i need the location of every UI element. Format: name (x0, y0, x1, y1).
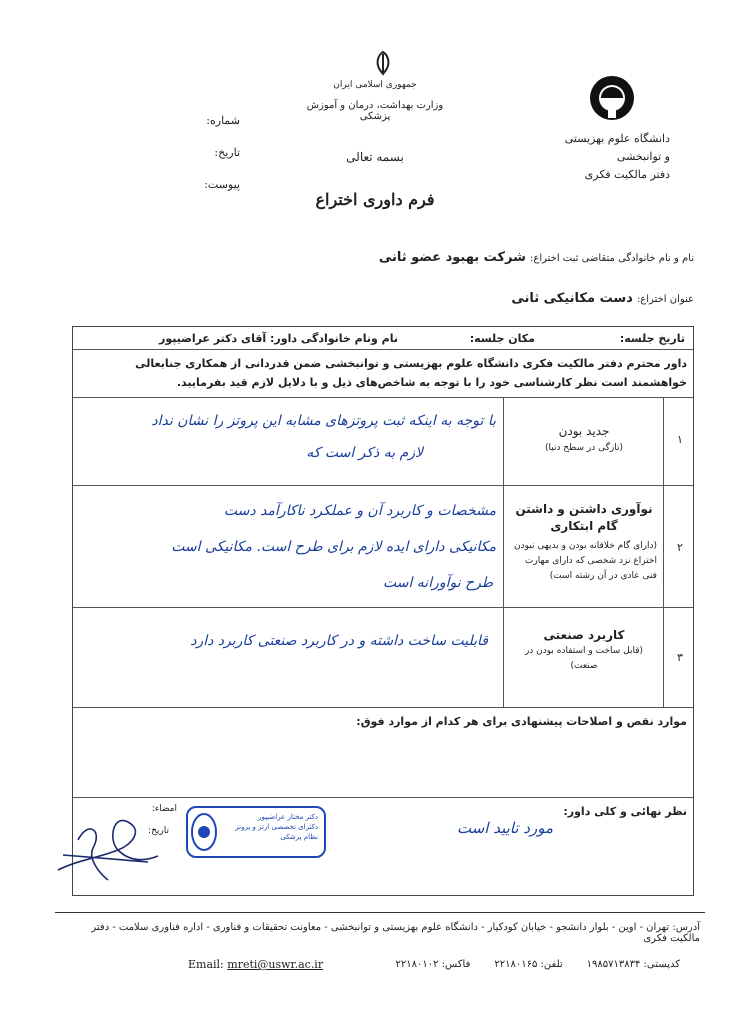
phone-number: تلفن: ۲۲۱۸۰۱۶۵ (494, 959, 563, 970)
invention-title-value: دست مکانیکی ثانی (511, 291, 633, 306)
fax-number: فاکس: ۲۲۱۸۰۱۰۲ (395, 959, 471, 970)
email-link[interactable]: mreti@uswr.ac.ir (227, 958, 324, 971)
number-label: شماره: (206, 114, 240, 127)
attachment-label: پیوست: (204, 178, 240, 191)
criterion-desc: (دارای گام خلاقانه بودن و بدیهی نبودن اختراع نزد شخصی که دارای مهارت فنی عادی در آن رشته است) (514, 541, 657, 581)
referee-value: آقای دکتر عراضیپور (158, 332, 267, 345)
final-opinion-value: مورد تایید است (456, 819, 553, 837)
footer-divider (55, 912, 705, 913)
footer-contact (60, 958, 680, 971)
final-opinion-label: نظر نهائی و کلی داور: (563, 805, 687, 818)
bismillah: بسمه تعالی (346, 150, 404, 164)
signature (48, 800, 168, 890)
seal-icon (190, 812, 218, 852)
stamp-line: دکترای تخصصی ارتز و پروتز (235, 823, 318, 831)
criterion-cell (511, 627, 657, 674)
country-name: جمهوری اسلامی ایران (333, 80, 417, 90)
stamp-line: نظام پزشکی (280, 833, 318, 841)
invention-title-label: عنوان اختراع: (636, 294, 694, 305)
handwritten-answer: قابلیت ساخت داشته و در کاربرد صنعتی کاربرد دارد (190, 633, 488, 649)
applicant-label: نام و نام خانوادگی متقاضی ثبت اختراع: (530, 253, 694, 264)
row-number: ۲ (677, 541, 683, 554)
row-number: ۱ (677, 433, 683, 446)
row-number: ۳ (677, 651, 683, 664)
session-place-label: مکان جلسه: (469, 332, 535, 345)
university-name: دانشگاه علوم بهزیستی و توانبخشی دفتر مالکیت فکری (564, 132, 670, 181)
referee-label: نام ونام خانوادگی داور: (270, 332, 398, 345)
criterion-desc: (تازگی در سطح دنیا) (544, 443, 624, 453)
handwritten-answer: طرح نوآورانه است (382, 575, 493, 591)
criterion-title: جدید بودن (558, 424, 610, 438)
date-label: تاریخ: (214, 146, 240, 159)
session-date-label: تاریخ جلسه: (619, 332, 685, 345)
signature-label: امضاء: (151, 804, 177, 814)
phone-block (396, 959, 680, 970)
criterion-desc: (قابل ساخت و استفاده بودن در صنعت) (524, 646, 644, 671)
footer-address: آدرس: تهران - اوین - بلوار دانشجو - خیابان کودکیار - دانشگاه علوم بهزیستی و توانبخشی - معاونت تحقیقات و فناوری - اداره فناوری سلامت - دفتر مالکیت فکری (91, 922, 700, 944)
applicant-field (94, 250, 694, 265)
intro-text: داور محترم دفتر مالکیت فکری دانشگاه علوم بهزیستی و توانبخشی ضمن قدردانی از همکاری جنابعالی خواهشمند است نظر کارشناسی خود را با توجه به شاخص‌های ذیل و با دلایل لازم قید بفرمایید. (135, 357, 687, 389)
handwritten-answer: مشخصات و کاربرد آن و عملکرد ناکارآمد دست (223, 503, 496, 519)
email-label: Email: (188, 958, 224, 971)
invention-title-field (94, 291, 694, 306)
criterion-title: نوآوری داشتن و داشتن گام ابتکاری (515, 502, 653, 533)
criterion-cell (511, 501, 657, 584)
referee-field (78, 330, 398, 347)
university-logo (588, 74, 636, 122)
applicant-value: شرکت بهبود عضو ثانی (378, 250, 526, 265)
email-block (188, 958, 323, 971)
handwritten-answer: با توجه به اینکه ثبت پروتزهای مشابه این پروتز را نشان نداد (151, 413, 496, 429)
ministry-name: وزارت بهداشت، درمان و آموزش پزشکی (306, 100, 444, 122)
stamp-line: دکتر مختار عراضیپور (258, 813, 318, 821)
handwritten-answer: لازم به ذکر است که (306, 445, 423, 461)
postal-code: کدپستی: ۱۹۸۵۷۱۳۸۳۴ (586, 959, 680, 970)
criterion-title: کاربرد صنعتی (543, 628, 625, 642)
sign-date-label: تاریخ: (148, 826, 169, 836)
handwritten-answer: مکانیکی دارای ایده لازم برای طرح است. مکانیکی است (171, 539, 496, 555)
defects-label: موارد نقص و اصلاحات پیشنهادی برای هر کدام از موارد فوق: (356, 715, 687, 728)
criterion-cell (511, 423, 657, 457)
iran-emblem (371, 50, 395, 76)
form-title: فرم داوری اختراع (315, 190, 435, 209)
